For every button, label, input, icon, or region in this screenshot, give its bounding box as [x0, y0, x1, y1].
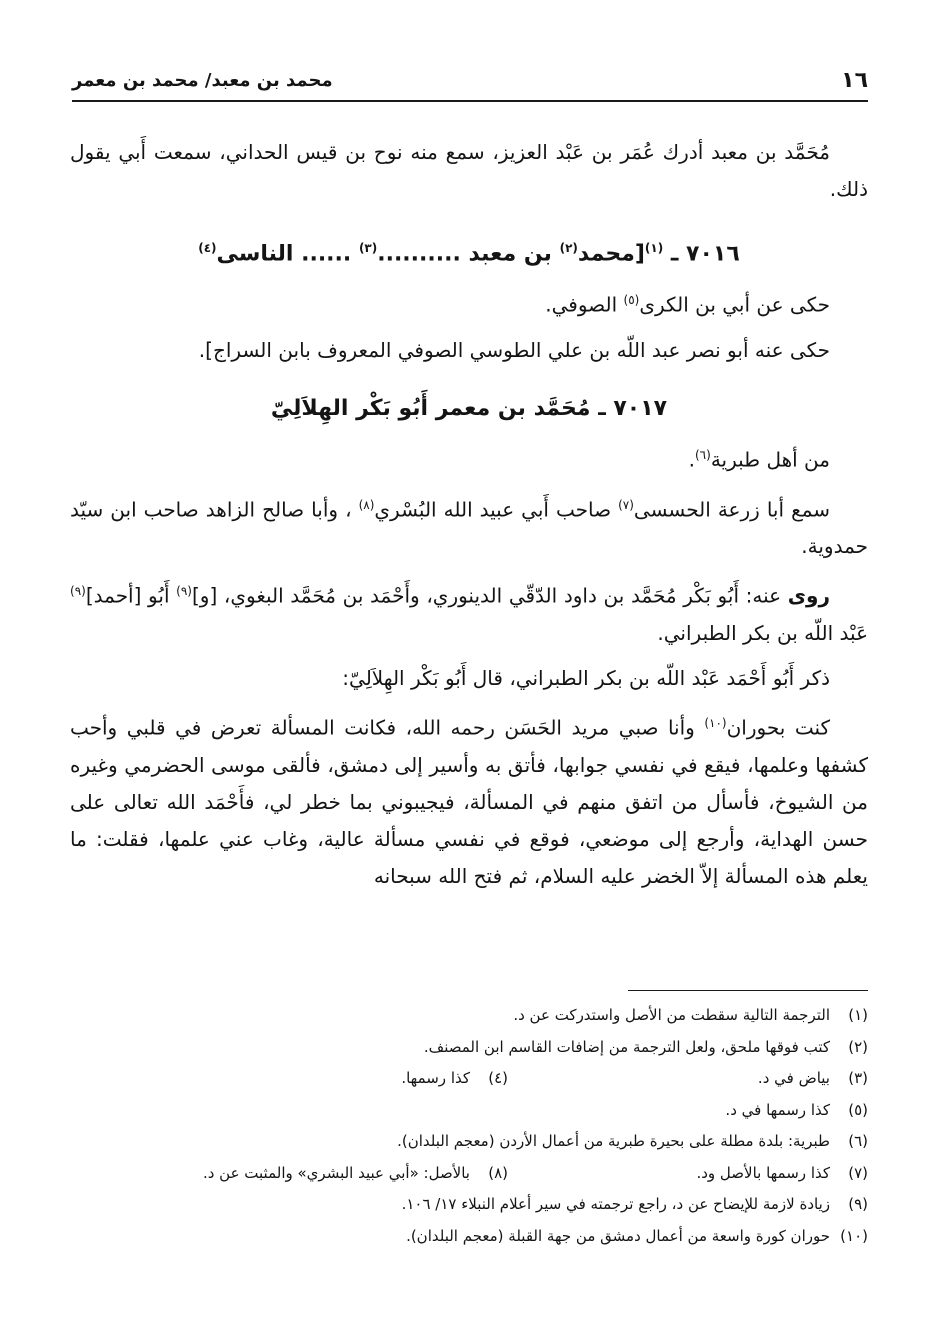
footnote-number: (٨)	[488, 1163, 508, 1182]
paragraph-2	[70, 282, 868, 324]
footnote-text: الترجمة التالية سقطت من الأصل واستدركت عن د.	[513, 1006, 830, 1024]
entry-heading-7016	[70, 228, 868, 274]
text-segment: وأنا صبي مريد الحَسَن رحمه الله، فكانت المسألة تعرض في قلبي وأحب كشفها وعلمها، فيقع في نفسي جوابها، فأتق به وأسير إلى دمشق، فألقى موسى الحضرمي وغيره من الشيوخ، فأسأل من اتفق منهم في المسألة، فيجيبوني بما خطر لي، فأَحْمَد الله تعالى على حسن الهداية، وأرجع إلى موضعي، فوقع في نفسي مسألة عالية، وغاب عني علمها، فقلت: ما يعلم هذه المسألة إلاّ الخضر عليه السلام، ثم فتح الله سبحانه	[70, 715, 868, 888]
footnote-number: (١)	[848, 1006, 868, 1024]
footnote-ref-5: (٥)	[623, 293, 640, 308]
paragraph-4	[70, 437, 868, 479]
footnote-number: (٤)	[488, 1069, 508, 1087]
footnote-ref-2: (٢)	[559, 241, 578, 255]
text-segment: سمع أبا زرعة الحسسى	[633, 497, 831, 522]
entry-nisba: ...... الناسى	[216, 241, 352, 267]
paragraph-1: مُحَمَّد بن معبد أدرك عُمَر بن عَبْد العزيز، سمع منه نوح بن قيس الحداني، سمعت أَبي يقول ذلك.	[70, 140, 868, 201]
footnote-text: كذا رسمها.	[401, 1069, 470, 1087]
entry-name-rest: بن معبد ..........	[377, 241, 552, 267]
footnote-2	[72, 1032, 868, 1064]
entry-heading-7017: ٧٠١٧ ـ مُحَمَّد بن معمر أَبُو بَكْر الهِلاَلِيّ	[270, 395, 668, 421]
footnote-separator	[628, 990, 868, 991]
footnote-3	[508, 1063, 868, 1095]
footnote-number: (٢)	[848, 1037, 868, 1056]
paragraph-7: ذكر أَبُو أَحْمَد عَبْد اللّه بن بكر الطبراني، قال أَبُو بَكْر الهِلاَلِيّ:	[342, 665, 830, 690]
footnote-ref-1: (١)	[644, 241, 664, 255]
paragraph-3: حكى عنه أبو نصر عبد اللّه بن علي الطوسي الصوفي المعروف بابن السراج].	[198, 337, 830, 362]
footnote-number: (٩)	[848, 1195, 868, 1213]
footnote-8	[148, 1158, 508, 1190]
text-segment: ، وأبا صالح الزاهد صاحب ابن سيّد حمدوية.	[70, 497, 868, 559]
footnote-number: (٦)	[848, 1132, 868, 1150]
paragraph-5	[70, 487, 868, 566]
text-segment: من أهل طبرية	[710, 447, 830, 472]
footnote-text: زيادة لازمة للإيضاح عن د، راجع ترجمته في سير أعلام النبلاء ١٧/ ١٠٦.	[401, 1195, 830, 1213]
footnote-6	[72, 1126, 868, 1158]
text-segment: عنه: أَبُو بَكْر مُحَمَّد بن داود الدّقّي الدينوري، وأَحْمَد بن مُحَمَّد البغوي، [و]	[191, 583, 782, 608]
footnote-row-7-8	[72, 1158, 868, 1190]
footnote-5	[72, 1095, 868, 1127]
running-title: محمد بن معبد/ محمد بن معمر	[72, 69, 333, 91]
footnote-number: (٣)	[848, 1069, 868, 1087]
footnotes	[72, 1000, 868, 1252]
text-segment: الصوفي.	[545, 292, 618, 317]
text-segment: كنت بحوران	[726, 715, 831, 740]
main-text	[70, 134, 868, 903]
footnote-ref-10: (١٠)	[704, 715, 727, 730]
page-number: ١٦	[841, 67, 868, 93]
footnote-text: بياض في د.	[757, 1069, 830, 1087]
footnote-ref-9a: (٩)	[176, 584, 192, 599]
entry-name: [محمد	[577, 241, 645, 267]
footnote-row-3-4	[72, 1063, 868, 1095]
footnote-10	[72, 1221, 868, 1253]
text-segment: أَبُو [أحمد]	[85, 583, 170, 608]
footnote-number: (٧)	[848, 1163, 868, 1182]
footnote-text: طبرية: بلدة مطلة على بحيرة طبرية من أعمال الأردن (معجم البلدان).	[397, 1132, 830, 1150]
footnote-ref-7: (٧)	[618, 497, 634, 512]
page-header	[72, 60, 868, 102]
footnote-text: كذا رسمها في د.	[725, 1100, 830, 1119]
footnote-number: (٥)	[848, 1100, 868, 1119]
footnote-7	[508, 1158, 868, 1190]
riwaya-label: روى	[787, 583, 830, 608]
footnote-text: كذا رسمها بالأصل ود.	[696, 1163, 830, 1182]
text-segment: حكى عن أبي بن الكرى	[639, 292, 830, 317]
text-segment: عَبْد اللّه بن بكر الطبراني.	[657, 620, 868, 645]
footnote-pair	[72, 1063, 868, 1095]
footnote-ref-9b: (٩)	[70, 584, 86, 599]
footnote-9	[72, 1189, 868, 1221]
entry-number: ٧٠١٦ ـ	[670, 241, 740, 267]
footnote-text: حوران كورة واسعة من أعمال دمشق من جهة القبلة (معجم البلدان).	[406, 1226, 830, 1245]
text-segment: صاحب أَبي عبيد الله البُسْري	[374, 497, 612, 522]
footnote-4	[148, 1063, 508, 1095]
footnote-1	[72, 1000, 868, 1032]
footnote-number: (١٠)	[840, 1226, 868, 1245]
footnote-ref-3: (٣)	[358, 241, 378, 255]
footnote-ref-6: (٦)	[694, 447, 711, 462]
footnote-ref-4: (٤)	[198, 241, 217, 255]
footnote-text: بالأصل: «أبي عبيد البشري» والمثبت عن د.	[202, 1163, 470, 1182]
footnote-ref-8: (٨)	[358, 497, 375, 512]
footnote-text: كتب فوقها ملحق، ولعل الترجمة من إضافات القاسم ابن المصنف.	[423, 1037, 830, 1056]
text-segment: .	[688, 447, 695, 472]
paragraph-6	[70, 573, 868, 652]
footnote-pair	[72, 1158, 868, 1190]
paragraph-8	[70, 705, 868, 895]
